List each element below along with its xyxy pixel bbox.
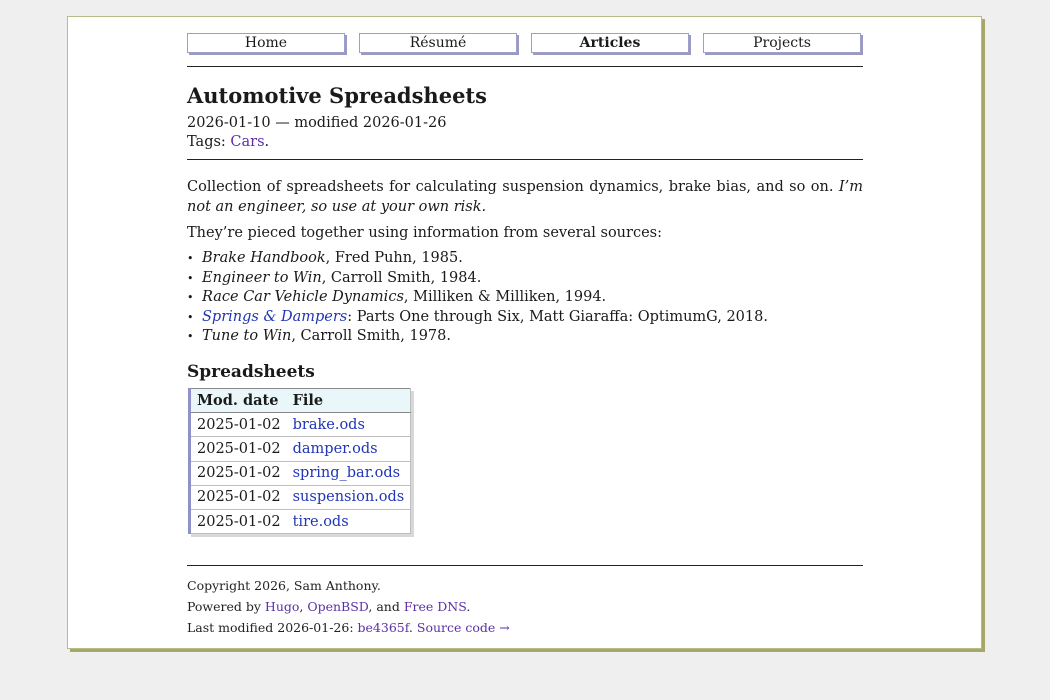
file-link[interactable]: spring_bar.ods bbox=[292, 465, 401, 482]
source-link-springs-dampers[interactable]: Springs & Dampers bbox=[202, 308, 348, 325]
table-header-row bbox=[190, 389, 411, 413]
site-footer bbox=[187, 575, 510, 638]
table-row bbox=[190, 413, 411, 437]
main-nav bbox=[187, 33, 863, 55]
mod-date-cell: 2025-01-02 bbox=[190, 413, 287, 437]
hugo-link[interactable]: Hugo bbox=[264, 599, 300, 614]
column-header-date: Mod. date bbox=[190, 389, 287, 413]
separator: . bbox=[408, 620, 417, 635]
modified-prefix: Last modified 2026-01-26: bbox=[187, 620, 358, 635]
mod-date-cell: 2025-01-02 bbox=[190, 509, 287, 533]
file-link[interactable]: suspension.ods bbox=[292, 489, 405, 506]
copyright: Copyright 2026, Sam Anthony. bbox=[187, 578, 381, 593]
file-cell bbox=[287, 437, 411, 461]
source-title: Engineer to Win bbox=[202, 269, 322, 286]
file-link[interactable]: damper.ods bbox=[292, 440, 378, 457]
last-modified-line bbox=[187, 617, 510, 638]
tag-link-cars[interactable]: Cars bbox=[230, 134, 265, 150]
nav-projects[interactable]: Projects bbox=[703, 33, 861, 53]
column-header-file: File bbox=[287, 389, 411, 413]
source-details: , Milliken & Milliken, 1994. bbox=[403, 289, 607, 305]
page-title: Automotive Spreadsheets bbox=[187, 83, 487, 108]
table-row bbox=[190, 461, 411, 485]
bullet: • bbox=[187, 291, 194, 304]
source-details: , Carroll Smith, 1984. bbox=[321, 269, 482, 286]
tags-end: . bbox=[264, 134, 270, 150]
list-item bbox=[187, 249, 768, 269]
source-title: Brake Handbook bbox=[202, 250, 326, 266]
nav-resume[interactable]: Résumé bbox=[359, 33, 517, 53]
powered-prefix: Powered by bbox=[187, 599, 265, 614]
separator: , and bbox=[368, 599, 404, 614]
intro-disclaimer: I’m not an engineer, so use at your own risk. bbox=[187, 179, 863, 215]
nav-home[interactable]: Home bbox=[187, 33, 345, 53]
separator: , bbox=[299, 599, 308, 614]
tags-line bbox=[187, 133, 269, 152]
header-divider bbox=[187, 66, 863, 67]
powered-by-line bbox=[187, 596, 510, 617]
list-item bbox=[187, 327, 768, 347]
source-details: , Carroll Smith, 1978. bbox=[291, 328, 451, 344]
table-row bbox=[190, 509, 411, 533]
file-cell bbox=[287, 413, 411, 437]
mod-date-cell: 2025-01-02 bbox=[190, 485, 287, 509]
table-row bbox=[190, 485, 411, 509]
nav-articles[interactable]: Articles bbox=[531, 33, 689, 53]
source-code-link[interactable]: Source code → bbox=[416, 620, 510, 635]
file-link[interactable]: tire.ods bbox=[292, 513, 349, 530]
list-item bbox=[187, 269, 768, 289]
footer-divider bbox=[187, 565, 863, 566]
list-item bbox=[187, 288, 768, 308]
spreadsheets-table bbox=[188, 388, 411, 534]
bullet: • bbox=[187, 310, 194, 324]
powered-end: . bbox=[466, 599, 471, 614]
openbsd-link[interactable]: OpenBSD bbox=[307, 599, 369, 614]
file-link[interactable]: brake.ods bbox=[292, 416, 365, 433]
source-details: , Fred Puhn, 1985. bbox=[325, 250, 463, 266]
sources-list bbox=[187, 249, 768, 347]
bullet: • bbox=[187, 271, 194, 285]
mod-date-cell: 2025-01-02 bbox=[190, 437, 287, 461]
bullet: • bbox=[187, 330, 194, 343]
source-title: Race Car Vehicle Dynamics bbox=[202, 289, 404, 305]
mod-date-cell: 2025-01-02 bbox=[190, 461, 287, 485]
file-cell bbox=[287, 461, 411, 485]
bullet: • bbox=[187, 252, 194, 265]
meta-divider bbox=[187, 159, 863, 160]
page-card bbox=[67, 16, 982, 649]
sources-lead: They’re pieced together using information from several sources: bbox=[187, 225, 662, 241]
list-item bbox=[187, 308, 768, 328]
spreadsheets-heading: Spreadsheets bbox=[187, 362, 315, 382]
freedns-link[interactable]: Free DNS bbox=[403, 599, 467, 614]
intro-paragraph bbox=[187, 177, 863, 217]
table-row bbox=[190, 437, 411, 461]
commit-link[interactable]: be4365f bbox=[357, 620, 409, 635]
source-title: Tune to Win bbox=[202, 328, 292, 344]
file-cell bbox=[287, 485, 411, 509]
source-details: : Parts One through Six, Matt Giaraffa: OptimumG, 2018. bbox=[347, 308, 768, 325]
tags-label: Tags: bbox=[187, 134, 231, 150]
file-cell bbox=[287, 509, 411, 533]
intro-text: Collection of spreadsheets for calculating suspension dynamics, brake bias, and so on. bbox=[187, 179, 839, 195]
article-dates: 2026-01-10 — modified 2026-01-26 bbox=[187, 115, 447, 131]
